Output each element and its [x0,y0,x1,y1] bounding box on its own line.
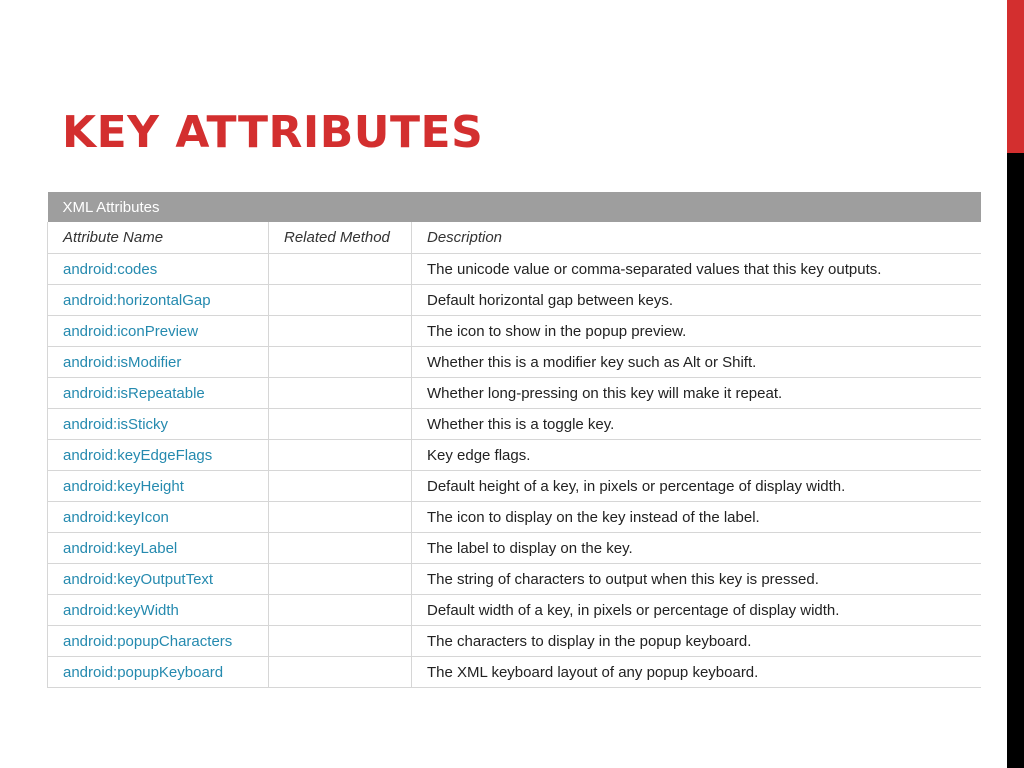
slide-title: KEY ATTRIBUTES [62,107,484,158]
table-row [48,564,981,595]
attribute-name-link[interactable]: android:iconPreview [48,316,269,347]
accent-bar-black [1007,153,1024,768]
table-row [48,595,981,626]
attribute-name-link[interactable]: android:horizontalGap [48,285,269,316]
related-method-cell [269,316,412,347]
table-row [48,285,981,316]
table-row [48,533,981,564]
column-header-description: Description [412,222,981,254]
description-cell: The label to display on the key. [412,533,981,564]
table-row [48,409,981,440]
related-method-cell [269,595,412,626]
accent-bar-red [1007,0,1024,153]
description-cell: The icon to display on the key instead of the label. [412,502,981,533]
related-method-cell [269,409,412,440]
attribute-name-link[interactable]: android:isRepeatable [48,378,269,409]
description-cell: Whether this is a toggle key. [412,409,981,440]
description-cell: The XML keyboard layout of any popup keyboard. [412,657,981,688]
table-row [48,316,981,347]
related-method-cell [269,254,412,285]
table-row [48,378,981,409]
description-cell: Whether long-pressing on this key will make it repeat. [412,378,981,409]
description-cell: The string of characters to output when this key is pressed. [412,564,981,595]
table-row [48,254,981,285]
related-method-cell [269,626,412,657]
description-cell: The characters to display in the popup keyboard. [412,626,981,657]
attribute-name-link[interactable]: android:keyEdgeFlags [48,440,269,471]
related-method-cell [269,378,412,409]
table-row [48,657,981,688]
attribute-name-link[interactable]: android:keyHeight [48,471,269,502]
table-caption-row [48,192,981,222]
table-caption: XML Attributes [48,192,981,222]
table-header-row [48,222,981,254]
attribute-name-link[interactable]: android:keyIcon [48,502,269,533]
related-method-cell [269,347,412,378]
description-cell: Default height of a key, in pixels or percentage of display width. [412,471,981,502]
attribute-name-link[interactable]: android:isSticky [48,409,269,440]
attribute-name-link[interactable]: android:popupKeyboard [48,657,269,688]
description-cell: Whether this is a modifier key such as Alt or Shift. [412,347,981,378]
attribute-name-link[interactable]: android:popupCharacters [48,626,269,657]
attribute-name-link[interactable]: android:keyLabel [48,533,269,564]
attribute-name-link[interactable]: android:keyWidth [48,595,269,626]
attribute-name-link[interactable]: android:keyOutputText [48,564,269,595]
related-method-cell [269,502,412,533]
description-cell: The unicode value or comma-separated values that this key outputs. [412,254,981,285]
column-header-related-method: Related Method [269,222,412,254]
related-method-cell [269,285,412,316]
table-row [48,347,981,378]
xml-attributes-table [47,192,981,688]
description-cell: Default width of a key, in pixels or percentage of display width. [412,595,981,626]
table-row [48,471,981,502]
related-method-cell [269,471,412,502]
table-row [48,502,981,533]
related-method-cell [269,564,412,595]
description-cell: Key edge flags. [412,440,981,471]
related-method-cell [269,657,412,688]
attribute-name-link[interactable]: android:codes [48,254,269,285]
table-row [48,626,981,657]
related-method-cell [269,440,412,471]
table-row [48,440,981,471]
description-cell: The icon to show in the popup preview. [412,316,981,347]
column-header-attribute-name: Attribute Name [48,222,269,254]
description-cell: Default horizontal gap between keys. [412,285,981,316]
attribute-name-link[interactable]: android:isModifier [48,347,269,378]
related-method-cell [269,533,412,564]
